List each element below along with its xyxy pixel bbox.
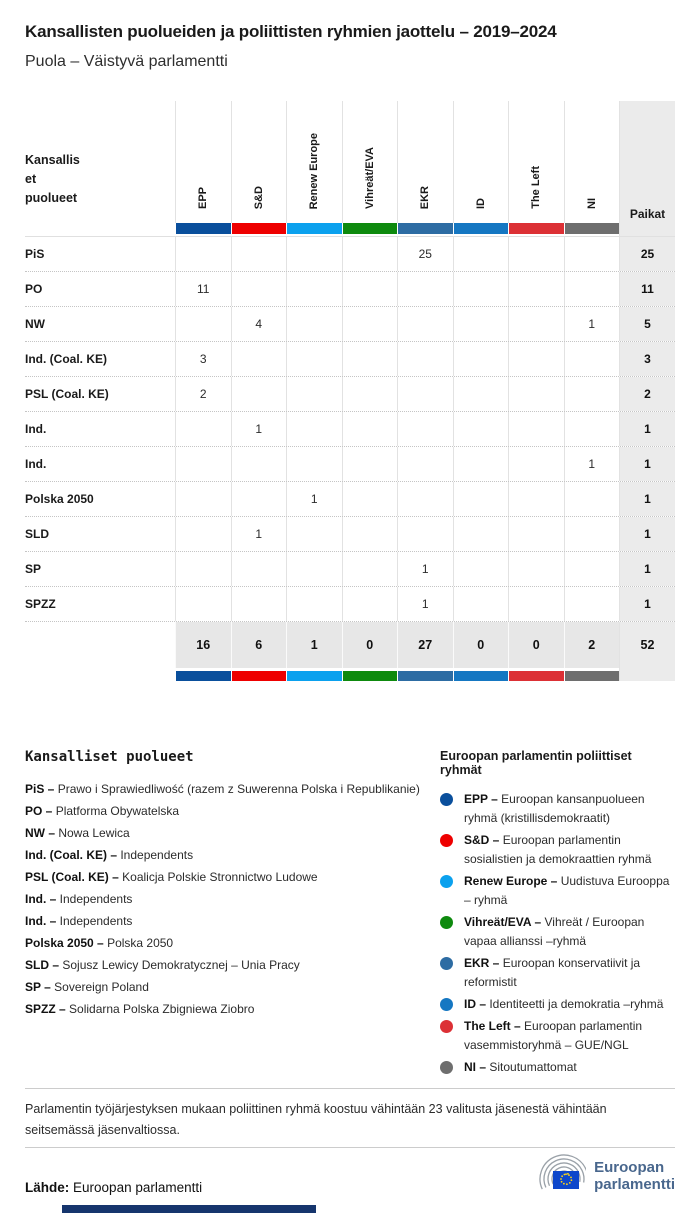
column-total: 16 <box>175 622 231 668</box>
party-name: Polska 2050 <box>25 492 94 506</box>
group-abbr: S&D – <box>464 833 503 847</box>
seat-cell <box>342 412 398 446</box>
seat-cell <box>453 447 509 481</box>
seat-cell <box>175 412 231 446</box>
party-abbr: Polska 2050 – <box>25 936 108 950</box>
group-color-bar <box>398 671 453 681</box>
table-row <box>25 412 675 447</box>
table-row <box>25 272 675 307</box>
seat-cell <box>286 377 342 411</box>
group-color-cell-ekr <box>397 223 453 236</box>
party-legend-item <box>25 822 440 844</box>
party-full-name: Prawo i Sprawiedliwość (razem z Suwerenna Polska i Republikanie) <box>57 782 420 796</box>
seat-cell: 1 <box>397 587 453 621</box>
seat-cell <box>564 482 620 516</box>
seat-cell <box>397 447 453 481</box>
group-color-bars <box>175 668 619 681</box>
seat-cell <box>397 342 453 376</box>
seat-cell: 2 <box>175 377 231 411</box>
seat-cell <box>508 377 564 411</box>
party-legend-item <box>25 778 440 800</box>
group-legend-text <box>464 872 675 910</box>
party-abbr: Ind. (Coal. KE) – <box>25 848 121 862</box>
seat-cell: 3 <box>175 342 231 376</box>
group-legend-item <box>440 995 675 1014</box>
seat-cell <box>453 552 509 586</box>
column-total: 0 <box>342 622 398 668</box>
group-color-cell-ni <box>564 668 620 681</box>
group-legend-item <box>440 831 675 869</box>
group-abbr: Vihreät/EVA – <box>464 915 545 929</box>
group-color-dot-the-left <box>440 1020 453 1033</box>
seat-cell <box>175 237 231 271</box>
totals-row-spacer <box>25 622 175 668</box>
group-color-bar <box>176 671 231 681</box>
party-legend-item <box>25 910 440 932</box>
seat-cell <box>175 552 231 586</box>
party-name: Ind. <box>25 457 47 471</box>
seat-cell <box>286 447 342 481</box>
group-color-dot-vihre-t-eva <box>440 916 453 929</box>
column-total: 6 <box>231 622 287 668</box>
party-legend-item <box>25 954 440 976</box>
group-color-cell-epp <box>175 668 231 681</box>
party-abbr: Ind. – <box>25 892 60 906</box>
group-legend-text <box>464 913 675 951</box>
party-name: Ind. <box>25 422 47 436</box>
color-bar-row-spacer <box>25 668 175 681</box>
grand-total: 52 <box>619 622 675 668</box>
column-header-label: ID <box>474 198 487 209</box>
seat-cell <box>342 377 398 411</box>
column-header-the-left <box>508 101 564 223</box>
column-header-ni <box>564 101 620 223</box>
seat-cell: 1 <box>286 482 342 516</box>
party-full-name: Solidarna Polska Zbigniewa Ziobro <box>69 1002 255 1016</box>
group-color-bar <box>232 223 287 234</box>
row-axis-header-line: et <box>25 172 37 186</box>
seat-cell <box>286 342 342 376</box>
seat-cell <box>508 517 564 551</box>
table-row <box>25 342 675 377</box>
group-legend <box>440 749 675 1080</box>
table-row <box>25 517 675 552</box>
column-header-label: NI <box>585 198 598 209</box>
group-color-dot-s-d <box>440 834 453 847</box>
group-description: Vihreät / Euroopan vapaa allianssi –ryhmä <box>464 915 645 948</box>
table-row <box>25 237 675 272</box>
party-legend-item <box>25 998 440 1020</box>
column-total: 27 <box>397 622 453 668</box>
group-color-bar <box>454 671 509 681</box>
seat-cell <box>286 552 342 586</box>
group-abbr: EKR – <box>464 956 503 970</box>
column-header-epp <box>175 101 231 223</box>
party-full-name: Polska 2050 <box>107 936 174 950</box>
table-header-row <box>25 101 675 223</box>
seat-cell <box>231 587 287 621</box>
seat-cell <box>286 412 342 446</box>
group-color-dot-renew-europe <box>440 875 453 888</box>
group-color-bar <box>565 671 620 681</box>
source-value: Euroopan parlamentti <box>73 1180 203 1195</box>
seat-cell <box>508 237 564 271</box>
group-legend-text <box>464 790 675 828</box>
party-legend-item <box>25 976 440 998</box>
group-color-cell-vihre-t-eva <box>342 668 398 681</box>
seat-cell <box>453 237 509 271</box>
group-description: Euroopan parlamentin vasemmistoryhmä – GUE/NGL <box>464 1019 643 1052</box>
party-name: PSL (Coal. KE) <box>25 387 109 401</box>
column-header-label: EKR <box>419 185 432 209</box>
group-color-dot-ekr <box>440 957 453 970</box>
column-header-label: EPP <box>197 186 210 209</box>
table-row <box>25 377 675 412</box>
party-full-name: Nowa Lewica <box>58 826 130 840</box>
group-color-bar <box>232 671 287 681</box>
group-color-bar <box>509 671 564 681</box>
seat-cell <box>397 412 453 446</box>
group-legend-items <box>440 790 675 1077</box>
divider-bottom <box>25 1147 675 1148</box>
group-color-cell-vihre-t-eva <box>342 223 398 236</box>
row-total: 1 <box>619 447 675 481</box>
column-header-id <box>453 101 509 223</box>
group-color-cell-id <box>453 223 509 236</box>
page-subtitle: Puola – Väistyvä parlamentti <box>25 53 228 70</box>
row-axis-header-line: Kansallis <box>25 153 80 167</box>
group-color-cell-renew-europe <box>286 223 342 236</box>
party-name: Ind. (Coal. KE) <box>25 352 107 366</box>
seat-cell <box>286 587 342 621</box>
group-description: Identiteetti ja demokratia –ryhmä <box>489 997 664 1011</box>
party-name: SLD <box>25 527 49 541</box>
seat-cell <box>342 307 398 341</box>
seats-column-band <box>619 223 675 236</box>
group-description: Euroopan parlamentin sosialistien ja demokraattien ryhmä <box>464 833 652 866</box>
row-axis-header <box>25 101 175 223</box>
row-total: 1 <box>619 517 675 551</box>
party-name: PO <box>25 282 43 296</box>
seat-cell <box>453 307 509 341</box>
seat-cell <box>508 552 564 586</box>
european-parliament-logo <box>528 1152 675 1200</box>
seat-cell <box>564 342 620 376</box>
column-header-label: Vihreät/EVA <box>363 147 376 209</box>
seat-cell: 25 <box>397 237 453 271</box>
group-color-bar <box>287 671 342 681</box>
party-legend-item <box>25 888 440 910</box>
column-total: 2 <box>564 622 620 668</box>
party-name: SPZZ <box>25 597 56 611</box>
seat-cell <box>564 517 620 551</box>
column-header-vihre-t-eva <box>342 101 398 223</box>
group-color-cell-the-left <box>508 668 564 681</box>
table-row <box>25 552 675 587</box>
party-legend-item <box>25 844 440 866</box>
seats-table <box>25 101 675 681</box>
seat-cell <box>453 412 509 446</box>
group-legend-text <box>464 954 675 992</box>
seat-cell <box>564 552 620 586</box>
party-legend-heading: Kansalliset puolueet <box>25 749 194 765</box>
group-legend-item <box>440 790 675 828</box>
seat-cell <box>286 307 342 341</box>
column-total: 0 <box>453 622 509 668</box>
row-total: 2 <box>619 377 675 411</box>
group-legend-item <box>440 1058 675 1077</box>
column-header-label: The Left <box>530 166 543 209</box>
source-line <box>25 1180 202 1195</box>
party-legend-item <box>25 866 440 888</box>
color-bar-row-spacer <box>25 223 175 236</box>
group-color-bar <box>454 223 509 234</box>
row-axis-header-line: puolueet <box>25 191 78 205</box>
seat-cell <box>508 482 564 516</box>
seat-cell <box>231 377 287 411</box>
seat-cell <box>453 517 509 551</box>
group-abbr: NI – <box>464 1060 490 1074</box>
group-legend-item <box>440 872 675 910</box>
seat-cell <box>564 412 620 446</box>
seat-cell <box>564 272 620 306</box>
party-abbr: NW – <box>25 826 59 840</box>
group-color-bar <box>509 223 564 234</box>
divider-top <box>25 1088 675 1089</box>
group-legend-item <box>440 954 675 992</box>
seat-cell <box>342 587 398 621</box>
group-description: Euroopan kansanpuolueen ryhmä (kristillisdemokraatit) <box>464 792 645 825</box>
party-abbr: SLD – <box>25 958 63 972</box>
party-legend-items <box>25 778 440 1020</box>
row-total: 5 <box>619 307 675 341</box>
party-abbr: PSL (Coal. KE) – <box>25 870 123 884</box>
seat-cell <box>286 272 342 306</box>
column-total: 0 <box>508 622 564 668</box>
party-name: SP <box>25 562 42 576</box>
group-color-bar <box>343 223 398 234</box>
seat-cell: 1 <box>231 517 287 551</box>
party-full-name: Independents <box>59 914 133 928</box>
party-name: PiS <box>25 247 45 261</box>
table-body <box>25 237 675 622</box>
party-legend <box>25 749 440 1080</box>
table-row <box>25 447 675 482</box>
party-legend-item <box>25 932 440 954</box>
group-legend-item <box>440 1017 675 1055</box>
column-total: 1 <box>286 622 342 668</box>
group-color-cell-id <box>453 668 509 681</box>
group-color-bar <box>287 223 342 234</box>
ep-logo-line2: parlamentti <box>594 1176 675 1193</box>
party-full-name: Platforma Obywatelska <box>55 804 180 818</box>
seat-cell <box>397 377 453 411</box>
group-legend-text <box>464 1017 675 1055</box>
ep-logo-line1: Euroopan <box>594 1159 665 1176</box>
seat-cell <box>564 237 620 271</box>
seat-cell <box>453 272 509 306</box>
seat-cell <box>508 587 564 621</box>
row-total: 1 <box>619 412 675 446</box>
group-color-cell-renew-europe <box>286 668 342 681</box>
seat-cell <box>508 342 564 376</box>
page-title: Kansallisten puolueiden ja poliittisten ryhmien jaottelu – 2019–2024 <box>25 22 557 41</box>
group-color-dot-epp <box>440 793 453 806</box>
column-header-ekr <box>397 101 453 223</box>
group-column-headers <box>175 101 619 223</box>
group-color-bar-row-top <box>25 223 675 237</box>
group-description: Sitoutumattomat <box>489 1060 577 1074</box>
group-color-cell-epp <box>175 223 231 236</box>
group-color-dot-id <box>440 998 453 1011</box>
seat-cell <box>564 587 620 621</box>
table-row <box>25 587 675 622</box>
seat-cell <box>508 272 564 306</box>
seat-cell <box>397 517 453 551</box>
row-total: 3 <box>619 342 675 376</box>
group-color-cell-the-left <box>508 223 564 236</box>
seat-cell <box>342 482 398 516</box>
seat-cell <box>508 307 564 341</box>
column-header-label: S&D <box>252 185 265 209</box>
group-color-cell-s-d <box>231 668 287 681</box>
party-abbr: PiS – <box>25 782 58 796</box>
seat-cell <box>342 237 398 271</box>
footnote: Parlamentin työjärjestyksen mukaan poliittinen ryhmä koostuu vähintään 23 valitusta jäsenestä vähintään seitsemässä jäsenvaltiossa. <box>25 1102 607 1137</box>
group-abbr: The Left – <box>464 1019 525 1033</box>
seat-cell: 4 <box>231 307 287 341</box>
seat-cell: 1 <box>564 307 620 341</box>
seat-cell: 1 <box>231 412 287 446</box>
row-total: 11 <box>619 272 675 306</box>
seat-cell <box>231 552 287 586</box>
seat-cell <box>342 552 398 586</box>
table-row <box>25 482 675 517</box>
party-abbr: PO – <box>25 804 56 818</box>
group-color-bar <box>398 223 453 234</box>
ep-hemicycle-icon <box>528 1152 586 1200</box>
seat-cell <box>231 482 287 516</box>
bottom-accent-bar <box>62 1205 316 1213</box>
group-color-bar <box>176 223 231 234</box>
totals-row <box>25 622 675 668</box>
seat-cell <box>342 447 398 481</box>
group-legend-text <box>464 831 675 869</box>
column-header-renew-europe <box>286 101 342 223</box>
group-description: Uudistuva Eurooppa – ryhmä <box>464 874 670 907</box>
table-row <box>25 307 675 342</box>
seat-cell <box>453 342 509 376</box>
group-color-cell-ekr <box>397 668 453 681</box>
row-total: 25 <box>619 237 675 271</box>
seats-column-header: Paikat <box>619 101 675 223</box>
party-full-name: Koalicja Polskie Stronnictwo Ludowe <box>122 870 318 884</box>
seats-column-band <box>619 668 675 681</box>
party-name: NW <box>25 317 45 331</box>
column-header-label: Renew Europe <box>308 132 321 209</box>
group-abbr: EPP – <box>464 792 502 806</box>
seat-cell <box>175 482 231 516</box>
seat-cell <box>453 482 509 516</box>
seat-cell <box>286 517 342 551</box>
row-total: 1 <box>619 552 675 586</box>
seat-cell <box>397 482 453 516</box>
party-abbr: SP – <box>25 980 55 994</box>
party-full-name: Sojusz Lewicy Demokratycznej – Unia Pracy <box>62 958 300 972</box>
seat-cell <box>508 447 564 481</box>
seat-cell <box>453 587 509 621</box>
group-color-dot-ni <box>440 1061 453 1074</box>
group-description: Euroopan konservatiivit ja reformistit <box>464 956 641 989</box>
row-total: 1 <box>619 587 675 621</box>
seat-cell: 11 <box>175 272 231 306</box>
seat-cell: 1 <box>397 552 453 586</box>
seat-cell <box>342 272 398 306</box>
group-color-cell-ni <box>564 223 620 236</box>
seat-cell <box>397 307 453 341</box>
seat-cell <box>175 307 231 341</box>
party-full-name: Sovereign Poland <box>54 980 149 994</box>
legends-section <box>25 749 675 1080</box>
group-legend-heading: Euroopan parlamentin poliittiset ryhmät <box>440 749 632 777</box>
row-total: 1 <box>619 482 675 516</box>
seat-cell <box>397 272 453 306</box>
seat-cell <box>286 237 342 271</box>
group-color-cell-s-d <box>231 223 287 236</box>
group-abbr: Renew Europe – <box>464 874 561 888</box>
seat-cell: 1 <box>564 447 620 481</box>
seat-cell <box>231 447 287 481</box>
party-abbr: Ind. – <box>25 914 60 928</box>
seat-cell <box>342 342 398 376</box>
group-legend-text <box>464 1058 577 1077</box>
party-abbr: SPZZ – <box>25 1002 70 1016</box>
seat-cell <box>231 272 287 306</box>
group-color-bar <box>565 223 620 234</box>
group-legend-text <box>464 995 663 1014</box>
group-color-bar <box>343 671 398 681</box>
ep-logo-text <box>594 1159 675 1193</box>
seat-cell <box>175 447 231 481</box>
group-legend-item <box>440 913 675 951</box>
column-header-s-d <box>231 101 287 223</box>
seat-cell <box>453 377 509 411</box>
seat-cell <box>564 377 620 411</box>
seat-cell <box>342 517 398 551</box>
seat-cell <box>175 587 231 621</box>
group-color-bar-row-bottom <box>25 668 675 681</box>
seat-cell <box>231 237 287 271</box>
seat-cell <box>231 342 287 376</box>
party-full-name: Independents <box>120 848 194 862</box>
source-label: Lähde: <box>25 1180 70 1195</box>
seat-cell <box>175 517 231 551</box>
seat-cell <box>508 412 564 446</box>
group-abbr: ID – <box>464 997 490 1011</box>
party-full-name: Independents <box>59 892 133 906</box>
group-color-bars <box>175 223 619 236</box>
party-legend-item <box>25 800 440 822</box>
